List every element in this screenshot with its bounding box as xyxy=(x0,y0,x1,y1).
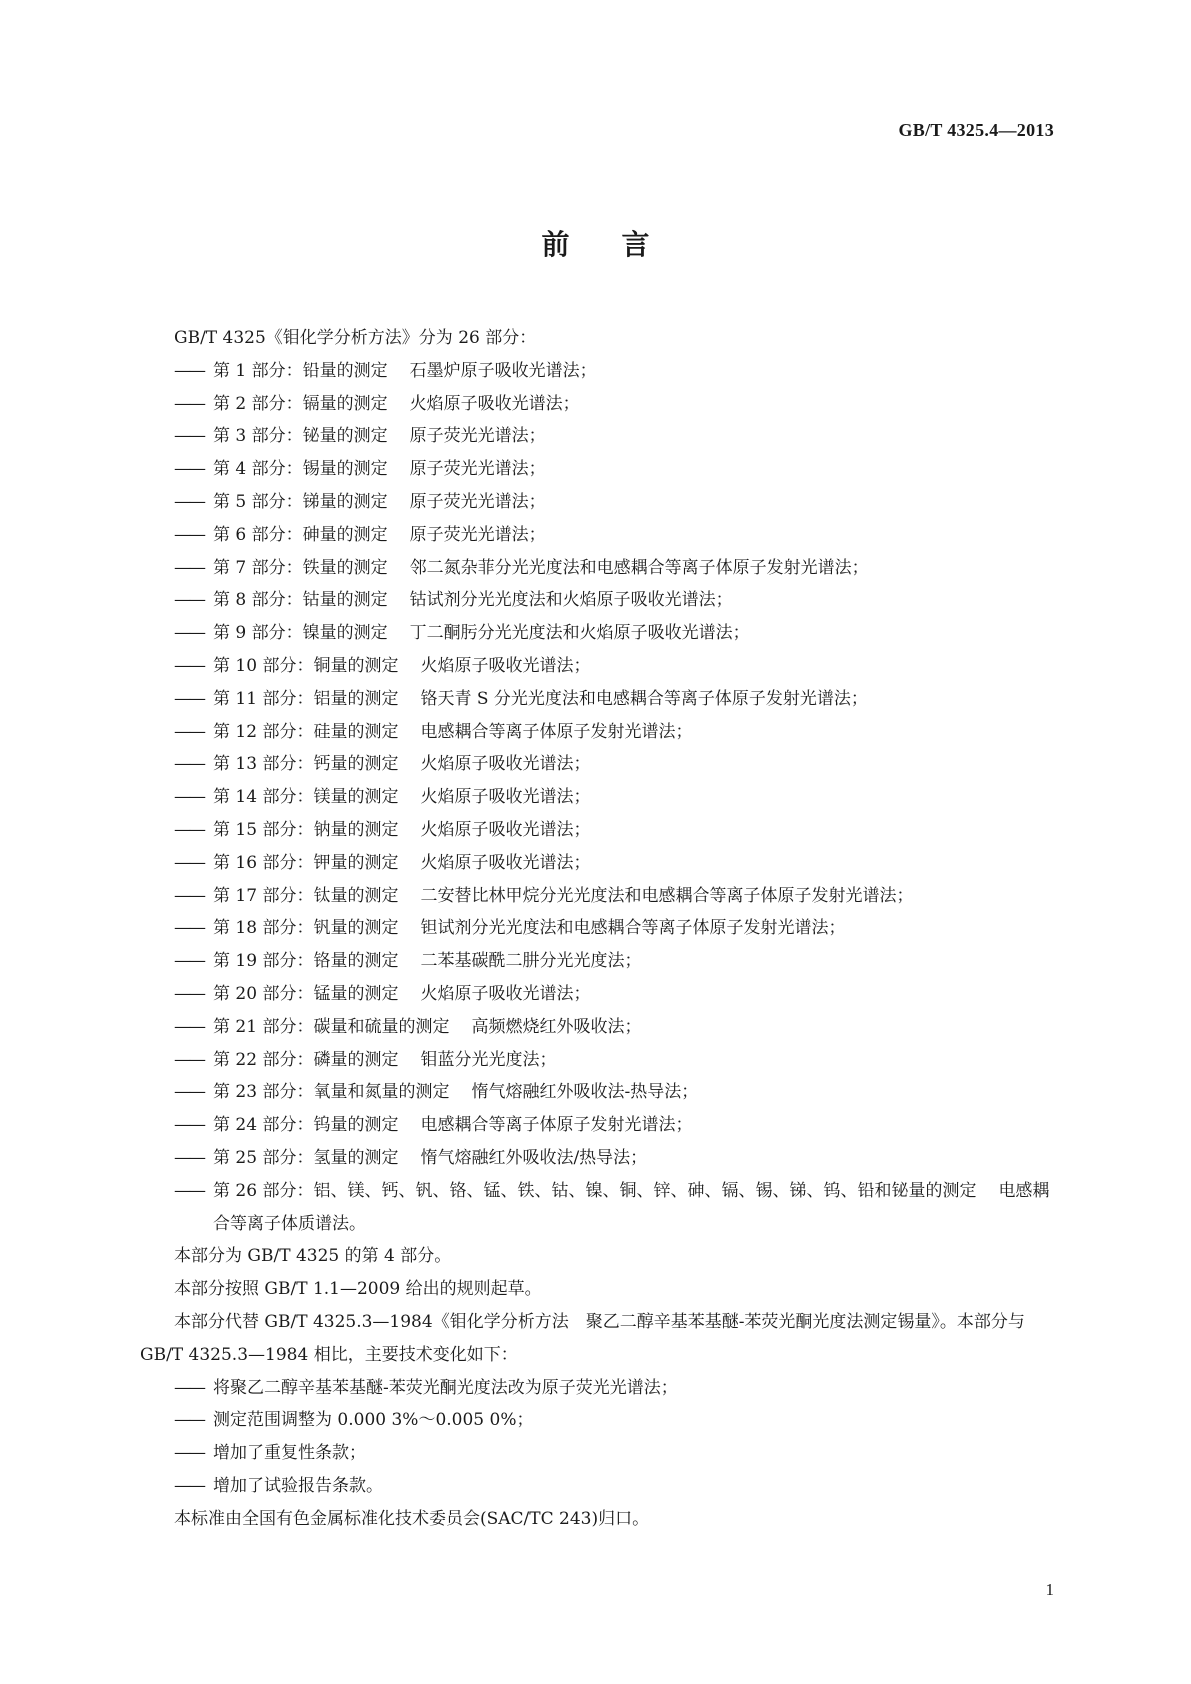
title-char-2: 言 xyxy=(621,228,650,261)
part-label: 第 18 部分：钒量的测定 xyxy=(213,918,399,939)
dash-marker: —— xyxy=(174,983,204,1004)
dash-marker: —— xyxy=(174,819,204,840)
dash-marker: —— xyxy=(174,590,204,611)
part-label: 第 19 部分：铬量的测定 xyxy=(213,951,399,972)
part-method: 原子荧光光谱法； xyxy=(409,491,546,512)
closing-paragraph: 本标准由全国有色金属标准化技术委员会(SAC/TC 243)归口。 xyxy=(174,1508,650,1529)
dash-marker: —— xyxy=(174,885,204,906)
part-label: 第 7 部分：铁量的测定 xyxy=(213,557,388,578)
part-item xyxy=(140,781,1051,814)
part-item xyxy=(140,1044,1051,1077)
part-label: 第 4 部分：锡量的测定 xyxy=(213,459,388,480)
drafting-paragraph: 本部分按照 GB/T 1.1—2009 给出的规则起草。 xyxy=(174,1279,542,1300)
part-item xyxy=(140,552,1051,585)
part-item xyxy=(140,617,1051,650)
dash-marker: —— xyxy=(174,1082,204,1103)
this-part-paragraph: 本部分为 GB/T 4325 的第 4 部分。 xyxy=(174,1246,452,1267)
part-item xyxy=(140,355,1051,388)
part-label: 第 24 部分：钨量的测定 xyxy=(213,1115,399,1136)
part-label: 第 13 部分：钙量的测定 xyxy=(213,754,399,775)
dash-marker: —— xyxy=(174,1016,204,1037)
part-item xyxy=(140,814,1051,847)
page-number: 1 xyxy=(1045,1580,1054,1599)
part-method: 丁二酮肟分光光度法和火焰原子吸收光谱法； xyxy=(409,623,750,644)
part-method: 钽试剂分光光度法和电感耦合等离子体原子发射光谱法； xyxy=(420,918,846,939)
part-item xyxy=(140,453,1051,486)
dash-marker: —— xyxy=(174,1410,204,1431)
change-item xyxy=(140,1372,1051,1405)
part-item xyxy=(140,1011,1051,1044)
dash-marker: —— xyxy=(174,688,204,709)
part-method: 邻二氮杂菲分光光度法和电感耦合等离子体原子发射光谱法； xyxy=(409,557,869,578)
dash-marker: —— xyxy=(174,721,204,742)
part-method: 电感耦合等离子体质谱法。 xyxy=(213,1180,1050,1234)
part-item xyxy=(140,584,1051,617)
dash-marker: —— xyxy=(174,426,204,447)
part-label: 第 10 部分：铜量的测定 xyxy=(213,655,399,676)
dash-marker: —— xyxy=(174,1377,204,1398)
dash-marker: —— xyxy=(174,491,204,512)
dash-marker: —— xyxy=(174,655,204,676)
dash-marker: —— xyxy=(174,754,204,775)
part-method: 火焰原子吸收光谱法； xyxy=(420,983,591,1004)
part-item xyxy=(140,1109,1051,1142)
part-method: 钴试剂分光光度法和火焰原子吸收光谱法； xyxy=(409,590,733,611)
part-method: 原子荧光光谱法； xyxy=(409,459,546,480)
part-item xyxy=(140,650,1051,683)
dash-marker: —— xyxy=(174,557,204,578)
foreword-body xyxy=(140,322,1051,1535)
part-method: 火焰原子吸收光谱法； xyxy=(420,787,591,808)
part-label: 第 15 部分：钠量的测定 xyxy=(213,819,399,840)
change-item xyxy=(140,1404,1051,1437)
dash-marker: —— xyxy=(174,1147,204,1168)
parts-list xyxy=(140,355,1051,1241)
part-item xyxy=(140,519,1051,552)
part-item xyxy=(140,716,1051,749)
part-label: 第 26 部分：铝、镁、钙、钒、铬、锰、铁、钴、镍、铜、锌、砷、镉、锡、锑、钨、铅和铋量的测定 xyxy=(213,1180,977,1201)
part-label: 第 16 部分：钾量的测定 xyxy=(213,852,399,873)
dash-marker: —— xyxy=(174,1115,204,1136)
part-method: 二安替比林甲烷分光光度法和电感耦合等离子体原子发射光谱法； xyxy=(420,885,914,906)
part-item xyxy=(140,683,1051,716)
part-label: 第 17 部分：钛量的测定 xyxy=(213,885,399,906)
intro-paragraph: GB/T 4325《钼化学分析方法》分为 26 部分： xyxy=(174,328,537,348)
part-method: 惰气熔融红外吸收法/热导法； xyxy=(420,1147,648,1168)
part-item xyxy=(140,847,1051,880)
part-method: 火焰原子吸收光谱法； xyxy=(420,754,591,775)
part-label: 第 9 部分：镍量的测定 xyxy=(213,623,388,644)
part-item xyxy=(140,912,1051,945)
part-method: 火焰原子吸收光谱法； xyxy=(420,852,591,873)
part-item xyxy=(140,978,1051,1011)
replaces-paragraph: 本部分代替 GB/T 4325.3—1984《钼化学分析方法 聚乙二醇辛基苯基醚-苯荧光酮光度法测定锡量》。本部分与 GB/T 4325.3—1984 相比，主要技术变化如下： xyxy=(140,1311,1025,1365)
title-char-1: 前 xyxy=(541,228,570,261)
part-method: 高频燃烧红外吸收法； xyxy=(471,1016,642,1037)
change-item xyxy=(140,1470,1051,1503)
part-label: 第 2 部分：镉量的测定 xyxy=(213,393,388,414)
change-text: 增加了重复性条款； xyxy=(213,1443,366,1464)
standard-number: GB/T 4325.4—2013 xyxy=(898,120,1054,140)
part-item xyxy=(140,945,1051,978)
part-item xyxy=(140,486,1051,519)
part-item xyxy=(140,1142,1051,1175)
part-label: 第 5 部分：锑量的测定 xyxy=(213,491,388,512)
dash-marker: —— xyxy=(174,852,204,873)
dash-marker: —— xyxy=(174,1049,204,1070)
change-item xyxy=(140,1437,1051,1470)
part-item xyxy=(140,1175,1051,1241)
part-method: 二苯基碳酰二肼分光光度法； xyxy=(420,951,642,972)
part-label: 第 20 部分：锰量的测定 xyxy=(213,983,399,1004)
part-method: 铬天青 S 分光光度法和电感耦合等离子体原子发射光谱法； xyxy=(420,688,868,709)
dash-marker: —— xyxy=(174,1443,204,1464)
part-item xyxy=(140,388,1051,421)
part-label: 第 6 部分：砷量的测定 xyxy=(213,524,388,545)
part-method: 火焰原子吸收光谱法； xyxy=(409,393,580,414)
change-text: 将聚乙二醇辛基苯基醚-苯荧光酮光度法改为原子荧光光谱法； xyxy=(213,1377,678,1398)
dash-marker: —— xyxy=(174,1475,204,1496)
dash-marker: —— xyxy=(174,459,204,480)
part-method: 电感耦合等离子体原子发射光谱法； xyxy=(420,1115,693,1136)
dash-marker: —— xyxy=(174,623,204,644)
part-label: 第 8 部分：钴量的测定 xyxy=(213,590,388,611)
part-method: 石墨炉原子吸收光谱法； xyxy=(409,360,597,381)
part-item xyxy=(140,420,1051,453)
part-label: 第 1 部分：铅量的测定 xyxy=(213,360,388,381)
part-method: 火焰原子吸收光谱法； xyxy=(420,819,591,840)
part-label: 第 14 部分：镁量的测定 xyxy=(213,787,399,808)
part-label: 第 3 部分：铋量的测定 xyxy=(213,426,388,447)
part-method: 钼蓝分光光度法； xyxy=(420,1049,557,1070)
part-label: 第 22 部分：磷量的测定 xyxy=(213,1049,399,1070)
change-text: 测定范围调整为 0.000 3%～0.005 0%； xyxy=(213,1410,534,1431)
part-item xyxy=(140,748,1051,781)
part-method: 火焰原子吸收光谱法； xyxy=(420,655,591,676)
dash-marker: —— xyxy=(174,951,204,972)
dash-marker: —— xyxy=(174,918,204,939)
dash-marker: —— xyxy=(174,393,204,414)
part-label: 第 12 部分：硅量的测定 xyxy=(213,721,399,742)
dash-marker: —— xyxy=(174,524,204,545)
part-label: 第 11 部分：铝量的测定 xyxy=(213,688,399,709)
part-item xyxy=(140,1076,1051,1109)
part-method: 电感耦合等离子体原子发射光谱法； xyxy=(420,721,693,742)
dash-marker: —— xyxy=(174,1180,204,1201)
part-method: 惰气熔融红外吸收法-热导法； xyxy=(471,1082,699,1103)
dash-marker: —— xyxy=(174,787,204,808)
dash-marker: —— xyxy=(174,360,204,381)
page-title xyxy=(0,223,1191,263)
part-label: 第 25 部分：氢量的测定 xyxy=(213,1147,399,1168)
change-text: 增加了试验报告条款。 xyxy=(213,1475,383,1496)
part-method: 原子荧光光谱法； xyxy=(409,524,546,545)
part-method: 原子荧光光谱法； xyxy=(409,426,546,447)
part-label: 第 21 部分：碳量和硫量的测定 xyxy=(213,1016,450,1037)
changes-list xyxy=(140,1372,1051,1503)
part-item xyxy=(140,880,1051,913)
part-label: 第 23 部分：氧量和氮量的测定 xyxy=(213,1082,450,1103)
